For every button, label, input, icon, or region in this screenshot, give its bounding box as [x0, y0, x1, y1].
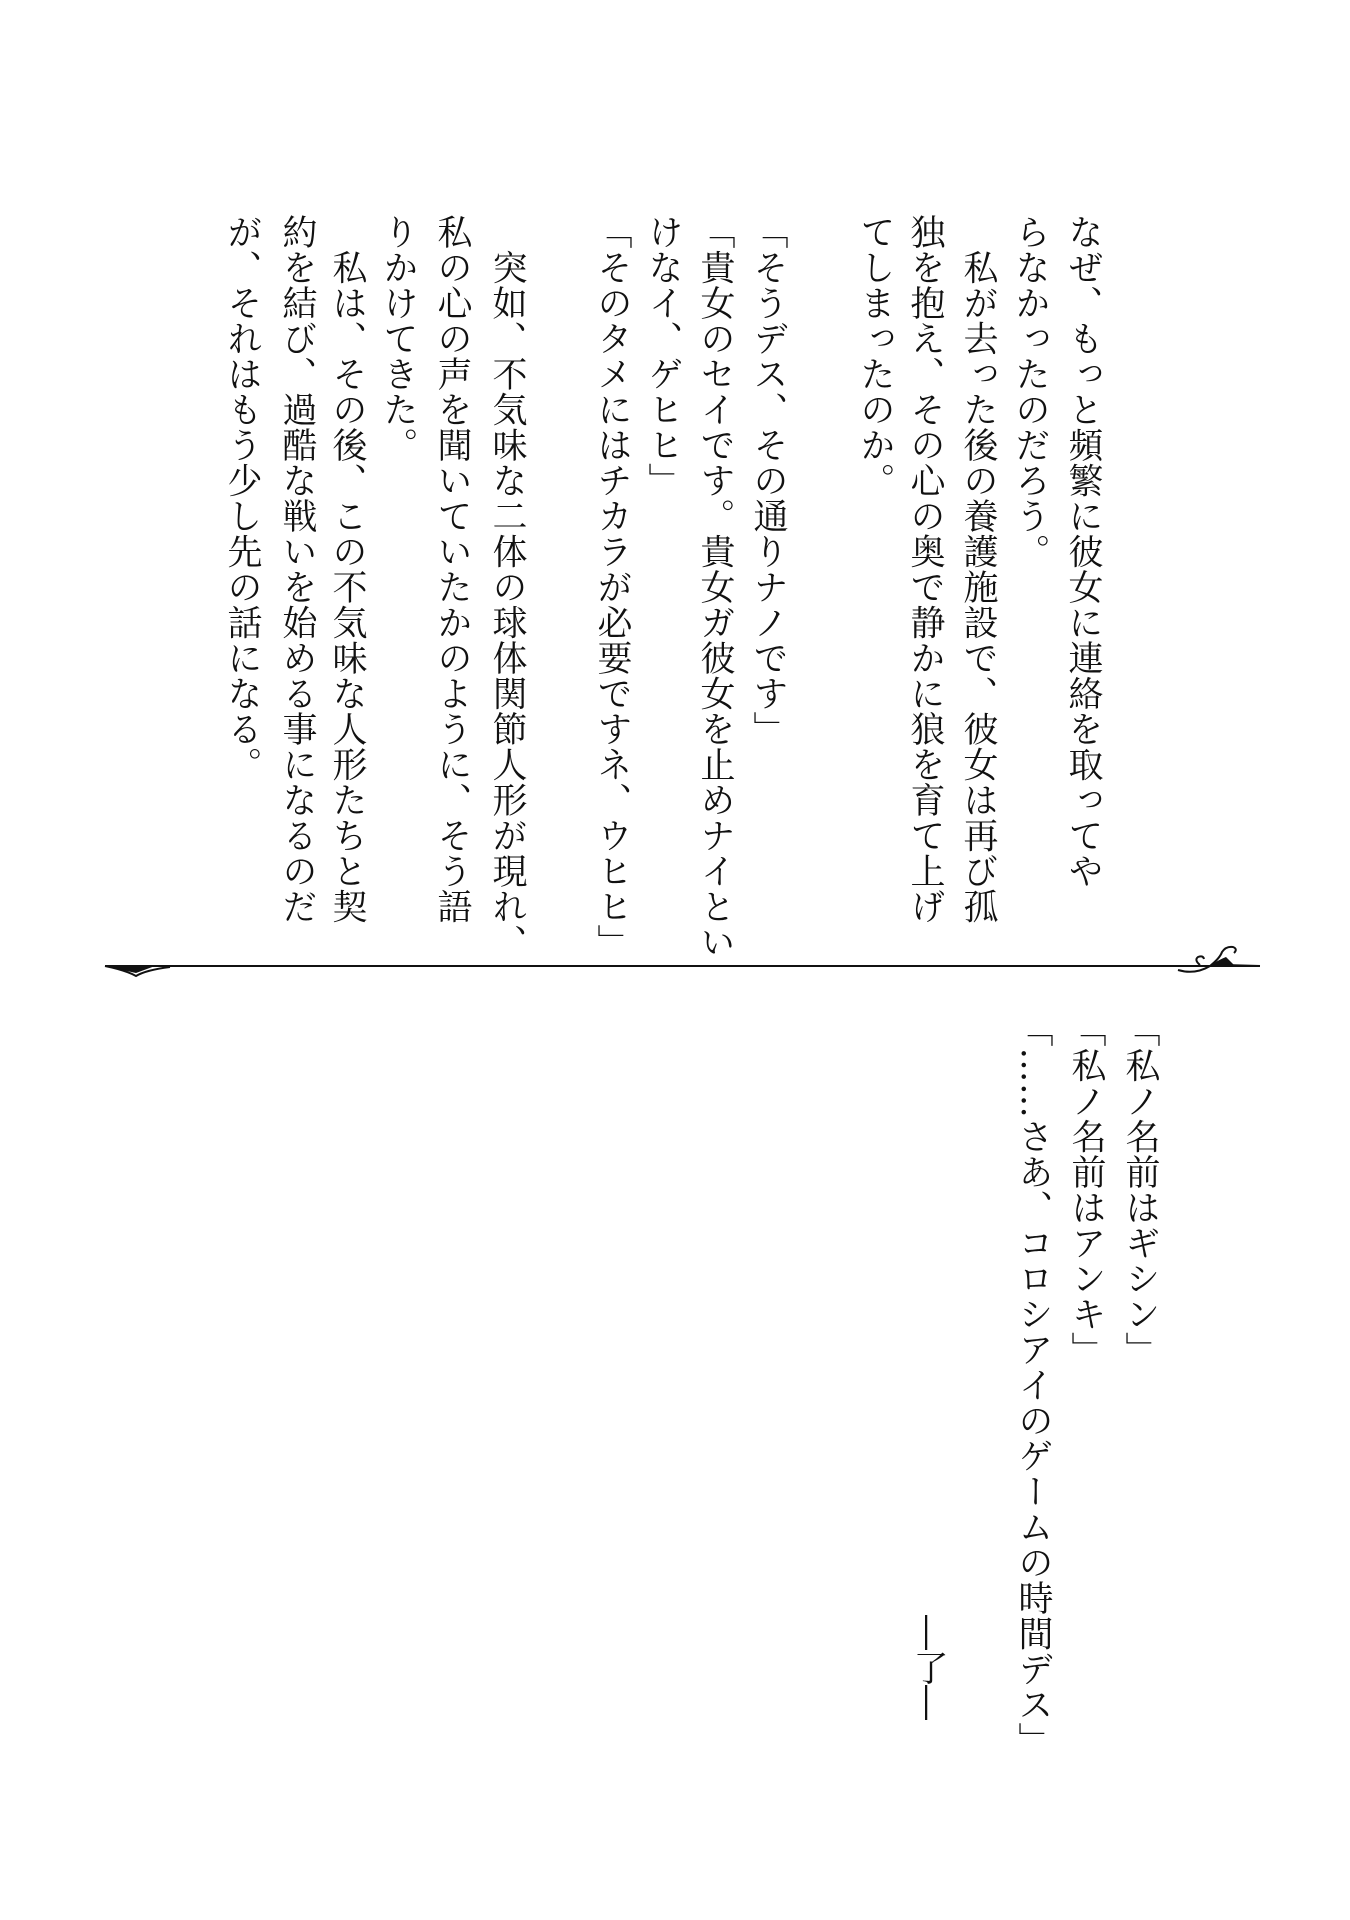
dialogue-line: 「貴女のセイです。貴女ガ彼女を止めナイとい — [695, 214, 735, 960]
dialogue-line: 「私ノ名前はギシン」 — [1120, 1012, 1160, 1367]
dialogue-line: 「そのタメにはチカラが必要ですネ、ウヒヒ」 — [592, 214, 632, 960]
dialogue-line: 「そうデス、その通りナノです」 — [748, 214, 788, 747]
text-line: が、それはもう少し先の話になる。 — [222, 214, 262, 782]
text-line: らなかったのだろう。 — [1010, 214, 1050, 569]
text-line: なぜ、もっと頻繁に彼女に連絡を取ってや — [1063, 214, 1103, 889]
text-line: 独を抱え、その心の奥で静かに狼を育て上げ — [905, 214, 945, 924]
text-line: 私は、その後、この不気味な人形たちと契 — [327, 214, 367, 924]
dialogue-line: けなイ、ゲヒヒ」 — [643, 214, 683, 498]
dialogue-line: 「……さあ、コロシアイのゲームの時間デス」 — [1013, 1012, 1053, 1758]
text-line: 約を結び、過酷な戦いを始める事になるのだ — [277, 214, 317, 924]
end-mark: ―了― — [908, 1615, 948, 1720]
text-line: 私が去った後の養護施設で、彼女は再び孤 — [958, 214, 998, 924]
text-line: てしまったのか。 — [855, 214, 895, 498]
text-line: りかけてきた。 — [378, 214, 418, 463]
dialogue-line: 「私ノ名前はアンキ」 — [1066, 1012, 1106, 1367]
ornamental-divider-icon — [100, 940, 1270, 990]
text-line: 私の心の声を聞いていたかのように、そう語 — [432, 214, 472, 924]
text-line: 突如、不気味な二体の球体関節人形が現れ、 — [487, 214, 527, 960]
